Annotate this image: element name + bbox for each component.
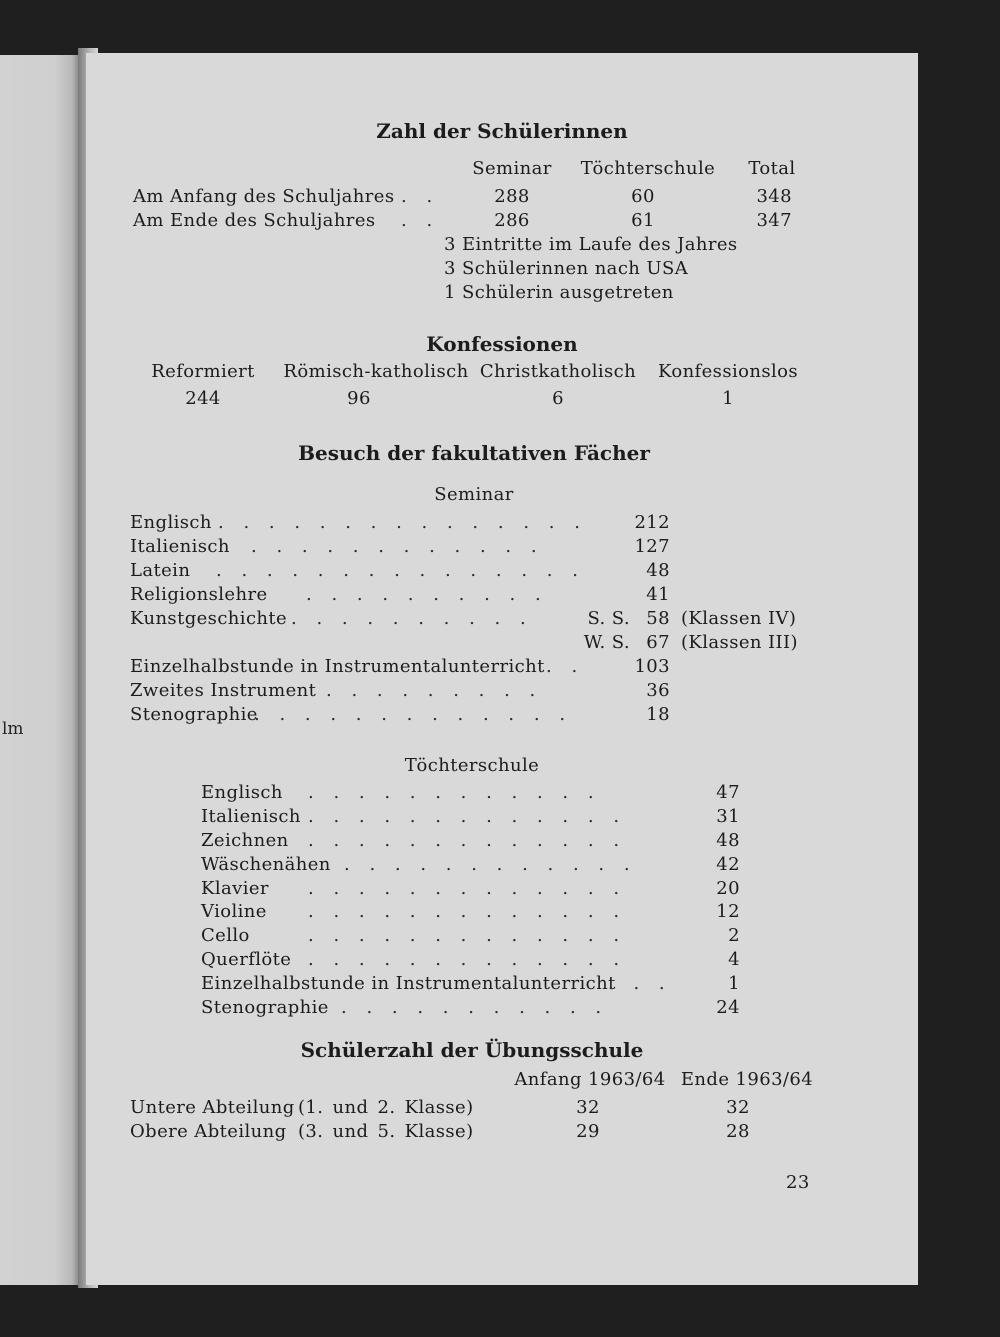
leader-dots: . . . . . . . . . [326,680,543,701]
subject-label: Einzelhalbstunde in Instrumentalunterricht [130,656,545,677]
subject-count: 31 [686,806,740,827]
leader-dots: . . [546,656,585,677]
subject-label: Cello [201,925,250,946]
subject-label: Querflöte [201,949,292,970]
row-detail: (1. und 2. Klasse) [298,1097,474,1118]
subject-count: 1 [686,973,740,994]
header-total: Total [748,158,796,179]
leader-dots: . . . . . . . . . . . . . . . [218,512,587,533]
subject-count: 67 [646,632,670,653]
left-page-edge [0,55,78,1285]
cell-ende: 32 [726,1097,750,1118]
subject-label: Italienisch [130,536,230,557]
subheader-toechterschule: Töchterschule [404,755,540,776]
leader-dots: . . . . . . . . . . . . . [308,806,627,827]
leader-dots: . . . . . . . . . . [291,608,533,629]
leader-dots: . . . . . . . . . . . . . [308,949,627,970]
leader-dots: . . . . . . . . . . . . . . . [216,560,585,581]
semester-prefix: S. S. [582,608,630,629]
document-page [86,53,918,1285]
row-label: Am Anfang des Schuljahres [133,186,395,207]
header-roemisch-katholisch: Römisch-katholisch [283,361,469,382]
header-anfang: Anfang 1963/64 [514,1069,666,1090]
subject-label: Klavier [201,878,269,899]
note-line: 3 Schülerinnen nach USA [444,258,689,279]
subject-count: 12 [686,901,740,922]
subject-count: 48 [606,560,670,581]
subject-label: Wäschenähen [201,854,331,875]
leader-dots: . . . . . . . . . . . . [251,536,544,557]
subject-count: 48 [686,830,740,851]
cell-ende: 28 [726,1121,750,1142]
subject-count: 103 [634,656,670,677]
cell-toechter: 60 [631,186,655,207]
class-note: (Klassen IV) [681,608,797,629]
subject-label: Stenographie [201,997,329,1018]
subject-count: 36 [606,680,670,701]
section-title-faecher: Besuch der fakultativen Fächer [298,441,650,465]
row-label: Obere Abteilung [130,1121,287,1142]
subject-count: 127 [606,536,670,557]
subject-label: Zeichnen [201,830,289,851]
leader-dots: . . . . . . . . . . . [341,997,609,1018]
cell-total: 347 [756,210,792,231]
cell-seminar: 286 [494,210,530,231]
subject-label: Italienisch [201,806,301,827]
header-christkatholisch: Christkatholisch [479,361,637,382]
value-christkatholisch: 6 [552,388,564,409]
leader-dots: . . . . . . . . . . [306,584,548,605]
subject-count: 47 [686,782,740,803]
left-page-fragment: lm [2,719,24,739]
header-toechterschule: Töchterschule [580,158,716,179]
leader-dots: . . [401,186,440,207]
value-reformiert: 244 [185,388,221,409]
leader-dots: . . . . . . . . . . . . . [308,901,627,922]
subject-count: 20 [686,878,740,899]
subheader-seminar: Seminar [434,484,514,505]
subject-label: Violine [201,901,267,922]
cell-total: 348 [756,186,792,207]
subject-count: 41 [606,584,670,605]
header-konfessionslos: Konfessionslos [657,361,799,382]
subject-label: Religionslehre [130,584,268,605]
subject-count: 2 [686,925,740,946]
cell-anfang: 32 [576,1097,600,1118]
subject-count: 18 [606,704,670,725]
leader-dots: . . . [608,973,672,994]
header-reformiert: Reformiert [151,361,255,382]
subject-label: Einzelhalbstunde in Instrumentalunterricht [201,973,616,994]
subject-label: Latein [130,560,191,581]
value-konfessionslos: 1 [722,388,734,409]
subject-count: 4 [686,949,740,970]
note-line: 3 Eintritte im Laufe des Jahres [444,234,738,255]
row-label: Am Ende des Schuljahres [133,210,376,231]
row-detail: (3. und 5. Klasse) [298,1121,474,1142]
section-title-schuelerinnen: Zahl der Schülerinnen [376,119,628,143]
note-line: 1 Schülerin ausgetreten [444,282,674,303]
cell-toechter: 61 [631,210,655,231]
value-roemisch-katholisch: 96 [347,388,371,409]
section-title-uebungsschule: Schülerzahl der Übungsschule [300,1038,644,1062]
header-ende: Ende 1963/64 [680,1069,814,1090]
cell-seminar: 288 [494,186,530,207]
header-seminar: Seminar [472,158,552,179]
subject-label: Englisch [201,782,283,803]
leader-dots: . . . . . . . . . . . . . [254,704,573,725]
page-number: 23 [786,1172,810,1193]
subject-label: Kunstgeschichte [130,608,288,629]
row-label: Untere Abteilung [130,1097,295,1118]
subject-count: 42 [686,854,740,875]
leader-dots: . . . . . . . . . . . . . [308,830,627,851]
subject-label: Englisch [130,512,212,533]
section-title-konfessionen: Konfessionen [426,332,578,356]
subject-count: 58 [646,608,670,629]
subject-count: 212 [606,512,670,533]
cell-anfang: 29 [576,1121,600,1142]
class-note: (Klassen III) [681,632,798,653]
leader-dots: . . . . . . . . . . . . . [308,925,627,946]
leader-dots: . . . . . . . . . . . . [308,782,601,803]
subject-count: 24 [686,997,740,1018]
subject-label: Zweites Instrument [130,680,317,701]
leader-dots: . . . . . . . . . . . . [344,854,637,875]
subject-label: Stenographie [130,704,258,725]
leader-dots: . . [401,210,440,231]
semester-prefix: W. S. [583,632,630,653]
leader-dots: . . . . . . . . . . . . . [308,878,627,899]
